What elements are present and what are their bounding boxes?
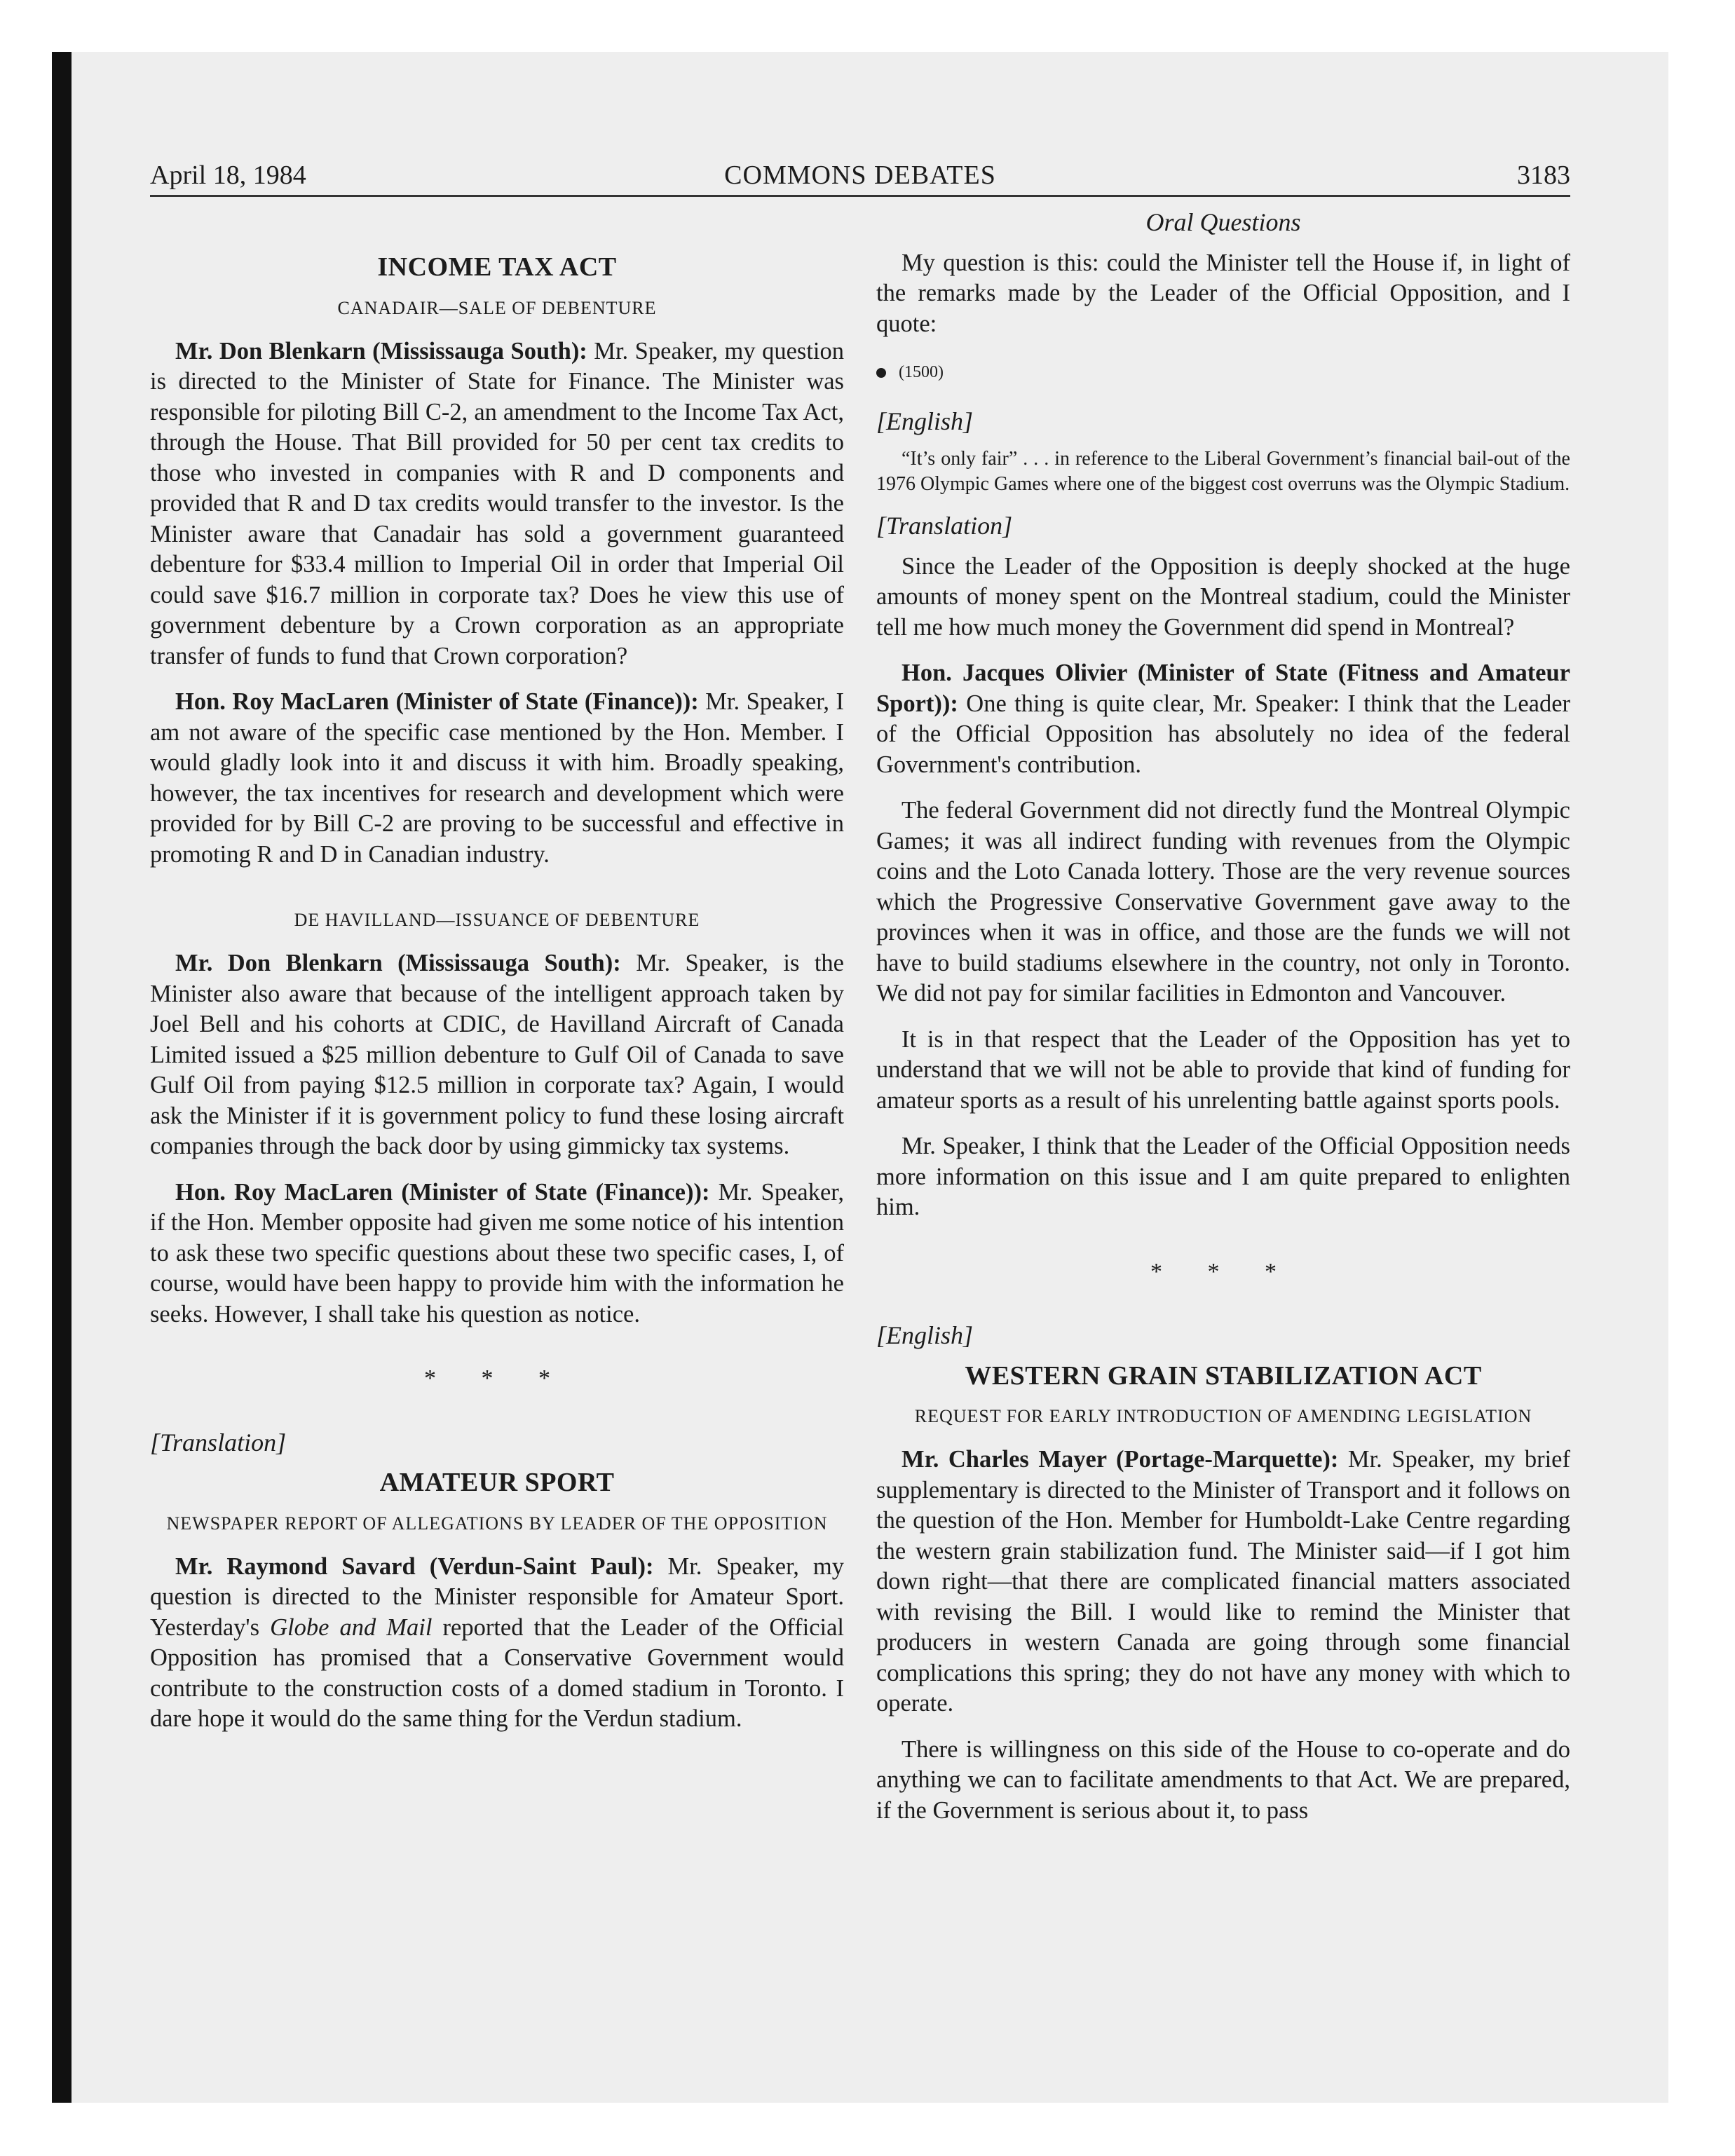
language-marker-english: [English] [876,407,974,435]
paragraph-text: One thing is quite clear, Mr. Speaker: I think that the Leader of the Official Opposition has absolutely no idea of the federal Government's contribution. [876,690,1570,778]
paragraph-willingness [876,1735,1570,1827]
paragraph-maclaren-1 [150,687,844,870]
paragraph-olympic-funding [876,796,1570,1009]
speaker-name: Mr. Raymond Savard (Verdun-Saint Paul): [175,1553,654,1580]
newspaper-name: Globe and Mail [270,1613,433,1641]
paragraph-montreal-question [876,552,1570,643]
section-title-amateur-sport: AMATEUR SPORT [379,1468,615,1497]
right-column [876,207,1570,1826]
paragraph-text: Mr. Speaker, I am not aware of the specific case mentioned by the Hon. Member. I would gladly look into it and discuss it with him. Broadly speaking, however, the tax incentives for research and development which were provided for by Bill C-2 are proving to be successful and effective in promoting R and D in Canadian industry. [150,688,845,868]
speaker-name: Hon. Roy MacLaren (Minister of State (Finance)): [175,1178,710,1206]
left-column [150,207,844,1735]
paragraph-blenkarn-2 [150,948,844,1162]
speaker-name: Mr. Don Blenkarn (Mississauga South): [175,950,621,976]
language-marker-translation: [Translation] [150,1428,287,1456]
paragraph-text: It is in that respect that the Leader of the Opposition has yet to understand that we will not be able to provide that kind of funding for amateur sports as a result of his unrelenting battle against sports pools. [876,1025,1570,1114]
section-separator: * * * [1150,1258,1296,1285]
speaker-name: Mr. Don Blenkarn (Mississauga South): [175,337,587,364]
timestamp-text: (1500) [899,363,944,381]
timestamp [876,357,1570,388]
paragraph-olivier [876,658,1570,780]
paragraph-text: Mr. Speaker, my brief supplementary is directed to the Minister of Transport and it follows on the question of the Hon. Member for Humboldt-Lake Centre regarding the western grain stabilization fund. The Minister said—if I got him down right—that there are complicated financial matters associated with revising the Bill. I would like to remind the Minister that producers in western Canada are going through some financial complications this spring; they do not have any money with which to operate. [876,1446,1570,1717]
paragraph-savard [150,1552,844,1735]
language-marker-english: [English] [876,1321,974,1349]
bullet-dot-icon [876,368,886,378]
quoted-text: “It’s only fair” . . . in reference to the Liberal Government’s financial bail-out of the 1976 Olympic Games where one of the biggest cost overruns was the Olympic Stadium. [876,448,1570,495]
paragraph-maclaren-2 [150,1178,844,1330]
paragraph-blenkarn-1 [150,336,844,672]
paragraph-text: My question is this: could the Minister tell the House if, in light of the remarks made by the Leader of the Official Opposition, and I quote: [876,249,1570,337]
paragraph-question-continued [876,248,1570,340]
paragraph-mayer [876,1445,1570,1719]
page-header [150,160,1570,197]
subsection-newspaper-report: NEWSPAPER REPORT OF ALLEGATIONS BY LEADER OF THE OPPOSITION [166,1513,828,1534]
paragraph-text: reported that the Leader of the Official Opposition has promised that a Conservative Government would contribute to the construction costs of a domed stadium in Toronto. I dare hope it would do the same thing for the Verdun stadium. [150,1613,845,1732]
speaker-name: Mr. Charles Mayer (Portage-Marquette): [901,1446,1339,1473]
paragraph-text: Mr. Speaker, my question is directed to the Minister responsible for Amateur Sport. Yesterday's [150,1553,844,1641]
paragraph-sports-pools [876,1025,1570,1117]
header-page-number: 3183 [1517,161,1570,190]
paragraph-text: Mr. Speaker, is the Minister also aware that because of the intelligent approach taken by Joel Bell and his cohorts at CDIC, de Havilland Aircraft of Canada Limited issued a $25 million debenture to Gulf Oil of Canada to save Gulf Oil from paying $12.5 million in corporate tax? Again, I would ask the Minister if it is government policy to fund these losing aircraft companies through the back door by using gimmicky tax systems. [150,950,844,1159]
running-head-oral-questions: Oral Questions [1145,208,1301,236]
section-title-income-tax-act: INCOME TAX ACT [377,252,617,282]
language-marker-translation: [Translation] [876,512,1013,540]
paragraph-text: Mr. Speaker, if the Hon. Member opposite had given me some notice of his intention to ask these two specific questions about these two specific cases, I, of course, would have been happy to provide him with the information he seeks. However, I shall take his question as notice. [150,1178,844,1328]
section-title-western-grain: WESTERN GRAIN STABILIZATION ACT [965,1360,1482,1391]
subsection-de-havilland: DE HAVILLAND—ISSUANCE OF DEBENTURE [294,910,700,930]
subsection-request-legislation: REQUEST FOR EARLY INTRODUCTION OF AMENDING LEGISLATION [914,1406,1532,1426]
section-separator: * * * [424,1365,570,1391]
paragraph-text: There is willingness on this side of the House to co-operate and do anything we can to facilitate amendments to that Act. We are prepared, if the Government is serious about it, to pass [876,1735,1570,1824]
paragraph-text: Since the Leader of the Opposition is deeply shocked at the huge amounts of money spent on the Montreal stadium, could the Minister tell me how much money the Government did spend in Montreal? [876,552,1570,641]
speaker-name: Hon. Roy MacLaren (Minister of State (Finance)): [175,688,699,715]
paragraph-enlighten [876,1131,1570,1223]
header-journal-title: COMMONS DEBATES [724,161,996,190]
paragraph-text: Mr. Speaker, I think that the Leader of the Official Opposition needs more information on this issue and I am quite prepared to enlighten him. [876,1133,1570,1220]
header-date: April 18, 1984 [150,161,306,190]
paragraph-text: Mr. Speaker, my question is directed to the Minister of State for Finance. The Minister was responsible for piloting Bill C-2, an amendment to the Income Tax Act, through the House. That Bill provided for 50 per cent tax credits to those who invested in companies with R and D components and provided that R and D tax credits would transfer to the investor. Is the Minister aware that Canadair has sold a government guaranteed debenture for $33.4 million to Imperial Oil in order that Imperial Oil could save $16.7 million in corporate tax? Does he view this use of government debenture by a Crown corporation as an appropriate transfer of funds to fund that Crown corporation? [150,337,844,669]
subsection-canadair: CANADAIR—SALE OF DEBENTURE [337,297,657,318]
speaker-name: Hon. Jacques Olivier (Minister of State (Fitness and Amateur Sport)): [876,660,1570,717]
paragraph-text: The federal Government did not directly fund the Montreal Olympic Games; it was all indirect funding with revenues from the Olympic coins and the Loto Canada lottery. Those are the very revenue sources which the Progressive Conservative Government gave away to the provinces when it was in office, and those are the funds we will not have to build stadiums elsewhere in the country, not only in Toronto. We did not pay for similar facilities in Edmonton and Vancouver. [876,797,1570,1007]
